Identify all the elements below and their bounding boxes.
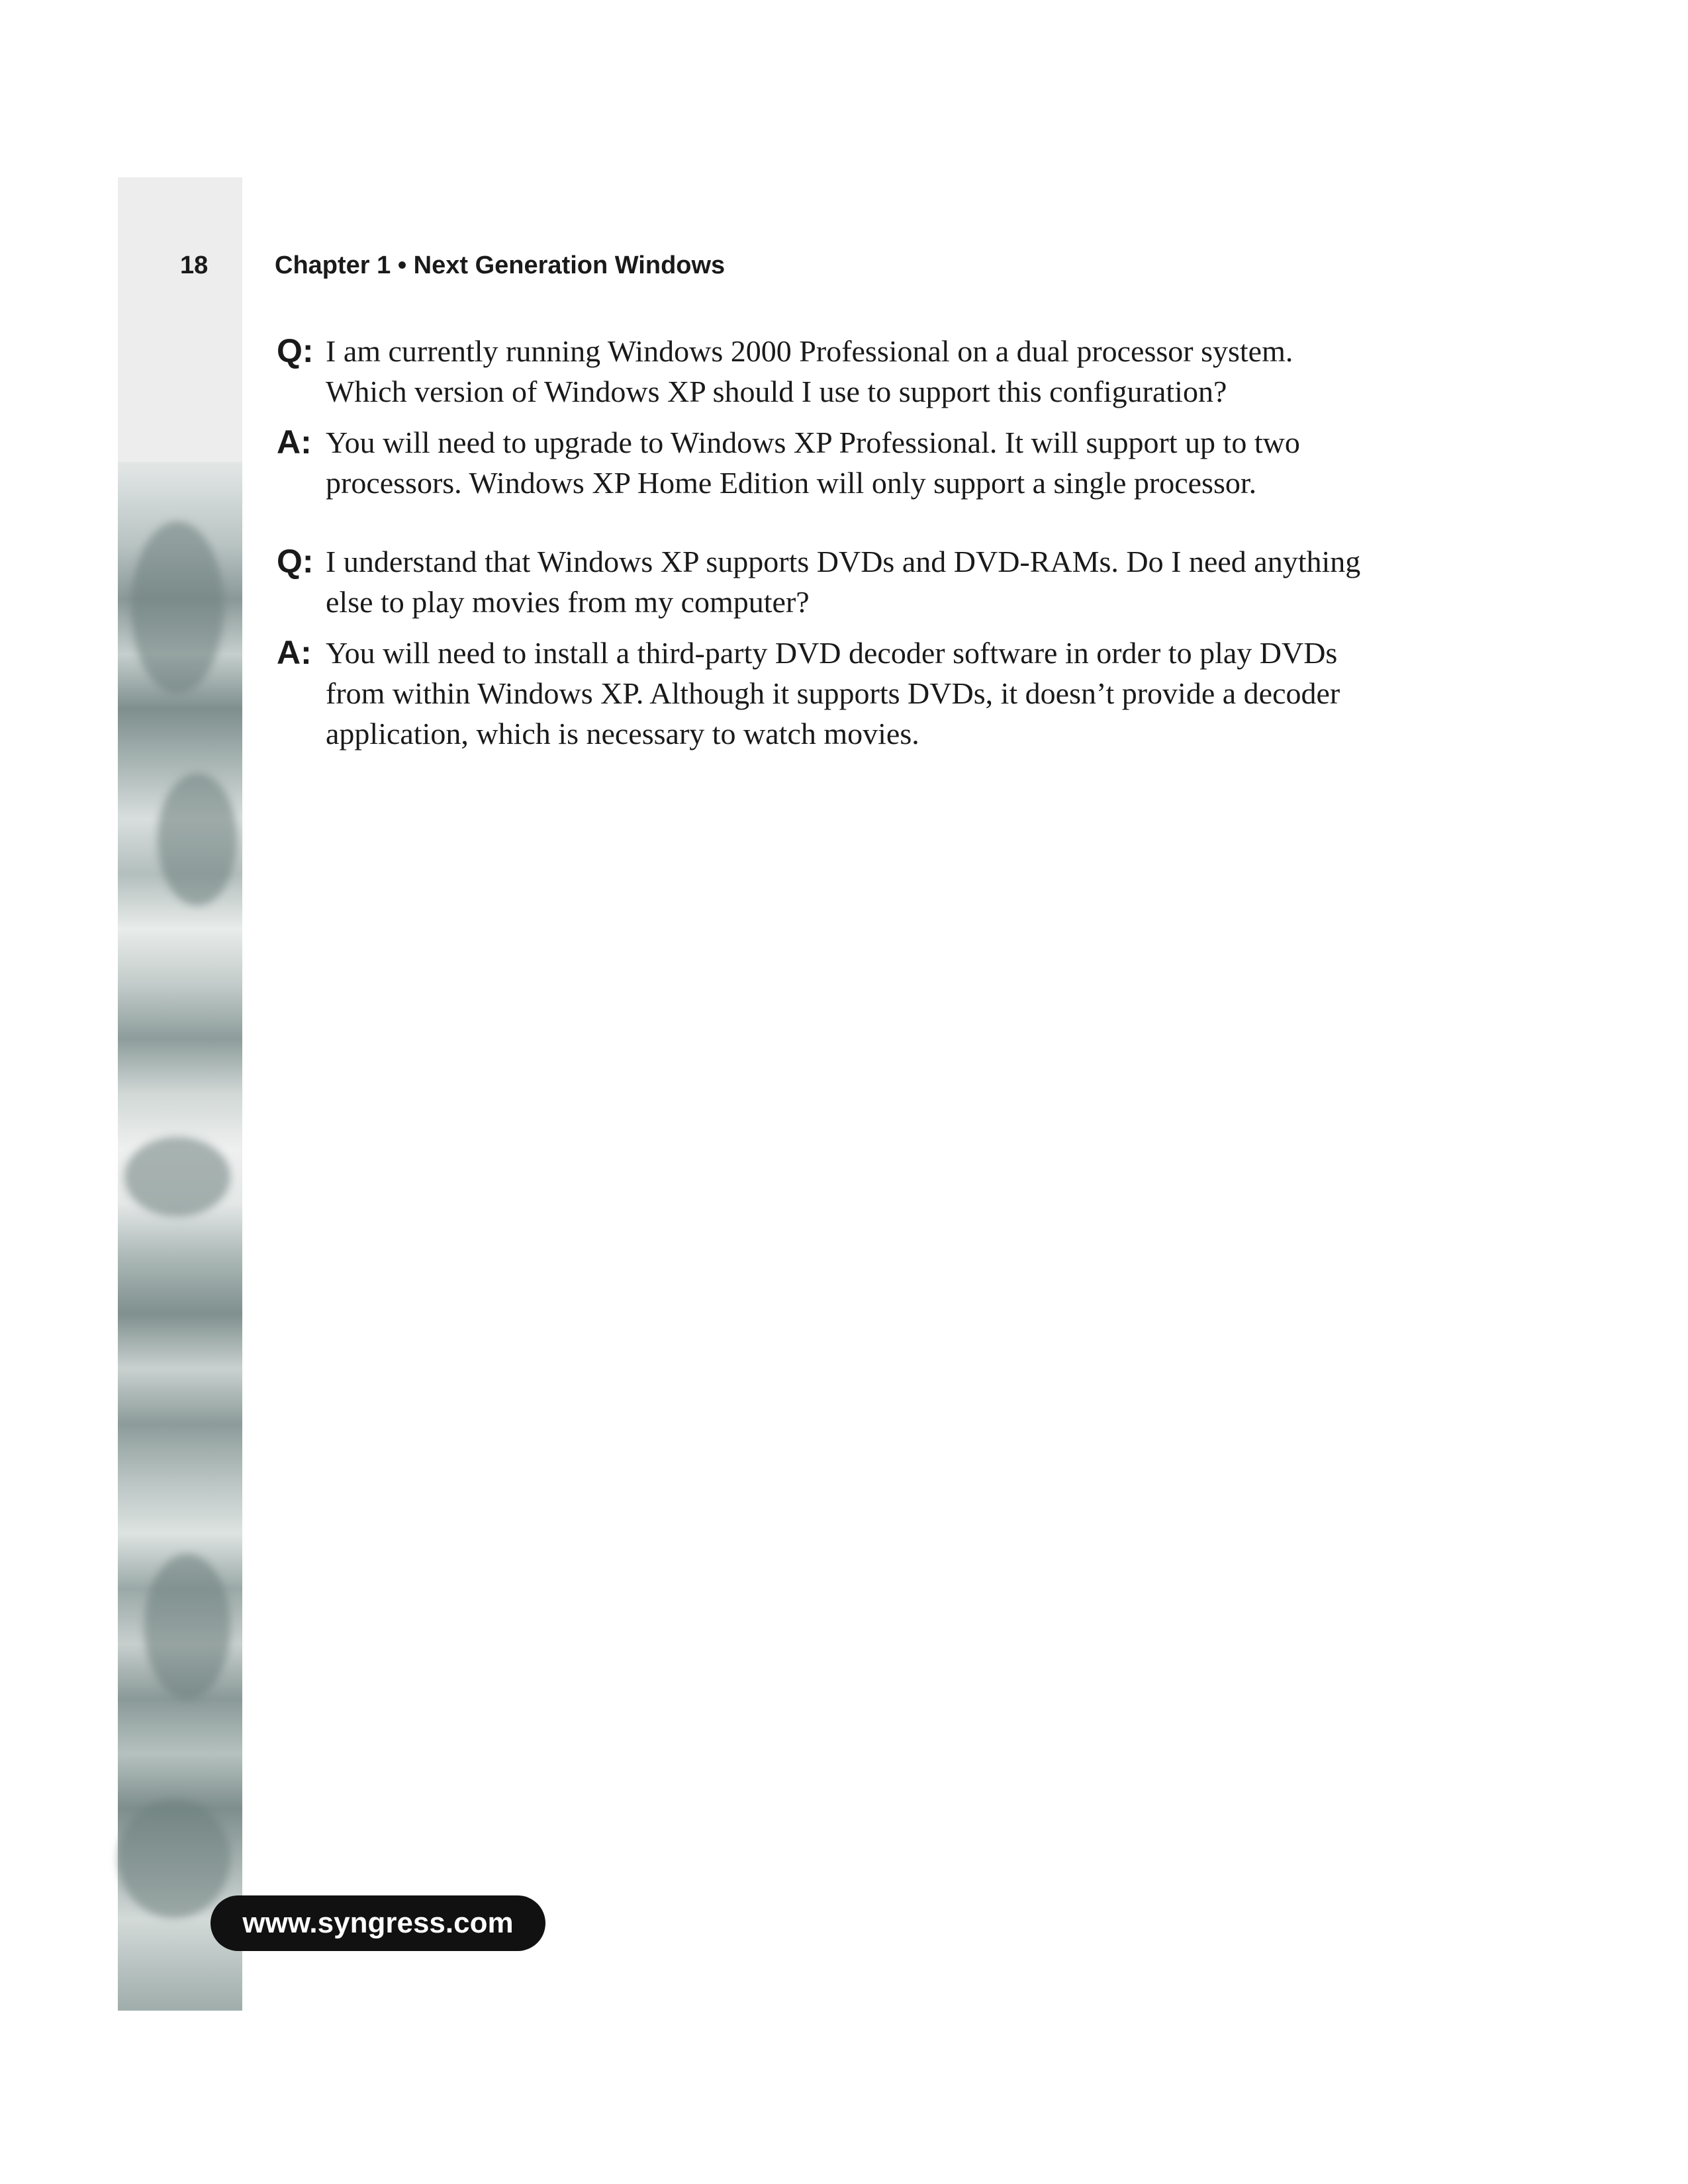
question-text: I understand that Windows XP supports DVDs and DVD-RAMs. Do I need anything else to play movies from my computer? [326,545,1361,619]
question-marker: Q: [277,543,314,580]
page-number: 18 [180,251,209,279]
question-marker: Q: [277,332,314,369]
answer-marker: A: [277,424,312,461]
faq-question [277,541,1362,622]
answer-text: You will need to install a third-party DVD decoder software in order to play DVDs from within Windows XP. Although it supports DVDs, it doesn’t provide a decoder application, which is necessary to watch movies. [326,636,1340,751]
website-url-badge[interactable]: www.syngress.com [211,1895,545,1951]
answer-text: You will need to upgrade to Windows XP Professional. It will support up to two processors. Windows XP Home Edition will only support a single processor. [326,426,1300,500]
side-strip-top-block [118,177,242,462]
side-strip-texture [158,773,237,905]
side-strip-texture [144,1554,230,1700]
side-strip-texture [124,1137,230,1216]
side-strip-texture [118,1799,230,1918]
faq-answer [277,633,1362,754]
decorative-side-strip [118,177,242,2011]
faq-answer [277,422,1362,503]
answer-marker: A: [277,634,312,671]
faq-question [277,331,1362,412]
question-text: I am currently running Windows 2000 Professional on a dual processor system. Which version of Windows XP should I use to support this configuration? [326,334,1293,408]
faq-section [277,331,1362,754]
running-head: Chapter 1 • Next Generation Windows [275,251,726,279]
side-strip-texture [131,522,224,694]
